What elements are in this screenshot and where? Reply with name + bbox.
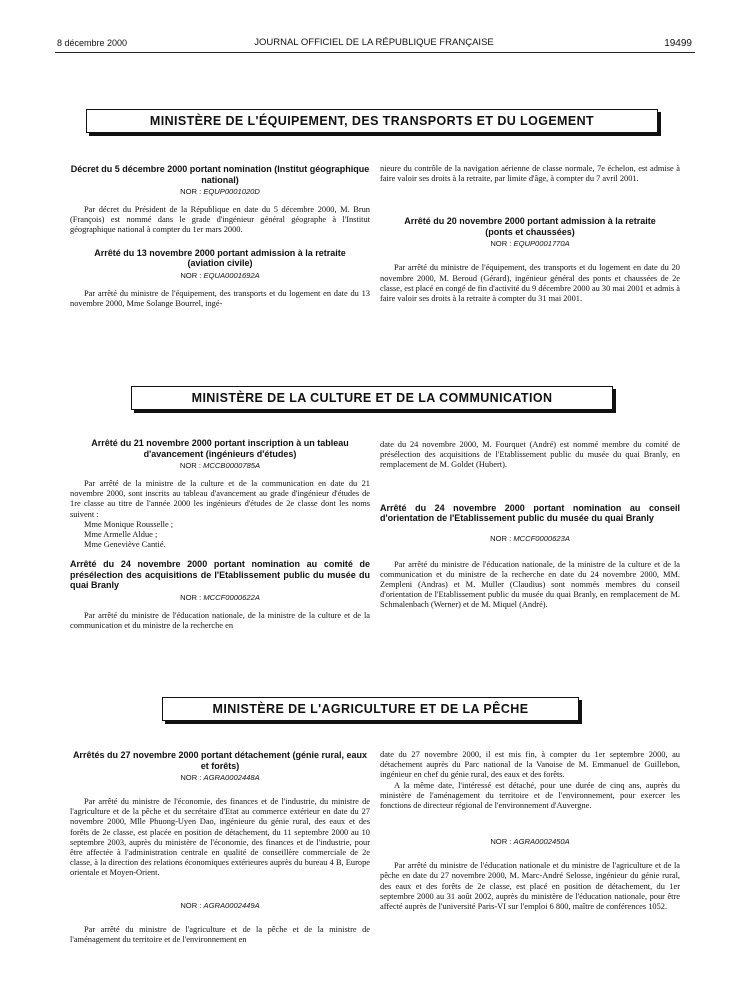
nor-reference: NOR : AGRA0002449A <box>180 900 260 910</box>
article-paragraph: Par arrêté du ministre de l'économie, des finances et de l'industrie, du ministre de l'agriculture et de la pêche et du secrétaire d'Etat au commerce extérieur en date du 27 novembre 2000, Mlle Phuong-Uyen Dao, ingénieure du génie rural, des eaux et des forêts de 2e classe, est placée en position de détachement, du 11 septembre 2000 au 10 septembre 2003, auprès du ministère de l'économie, des finances et de l'industrie, pour être affectée à l'administration centrale en qualité de conseillère commerciale de 2e classe, à la direction des relations économiques extérieures auprès du bureau 4 B, Europe orientale et Moyen-Orient. <box>70 797 370 878</box>
article-title: Arrêté du 24 novembre 2000 portant nomination au conseil d'orientation de l'Etablissement public du musée du quai Branly <box>380 502 680 524</box>
article-title: Décret du 5 décembre 2000 portant nomination (Institut géographique national) <box>70 164 370 185</box>
column-left-equipement <box>70 164 370 309</box>
ministry-heading-equipement: MINISTÈRE DE L'ÉQUIPEMENT, DES TRANSPORTS ET DU LOGEMENT <box>86 109 658 133</box>
nor-reference: NOR : MCCB0000785A <box>179 461 261 470</box>
journal-title: JOURNAL OFFICIEL DE LA RÉPUBLIQUE FRANÇAISE <box>254 37 494 48</box>
article-paragraph-continued: date du 27 novembre 2000, il est mis fin, à compter du 1er septembre 2000, au détachement auprès du Parc national de la Vanoise de M. Emmanuel de Guillebon, ingénieur en chef du génie rural, des eaux et des forêts. <box>380 750 680 780</box>
article-paragraph: Par décret du Président de la République en date du 5 décembre 2000, M. Brun (François) est nommé dans le grade d'ingénieur général géographe à l'Institut géographique national à compter du 1er mars 2000. <box>70 205 370 235</box>
column-left-agriculture <box>70 750 370 945</box>
article-paragraph: A la même date, l'intéressé est détaché, pour une durée de cinq ans, auprès du ministère de l'aménagement du territoire et de l'environnement, pour exercer les fonctions de directeur régional de l'environnement d'Auvergne. <box>380 780 680 811</box>
ministry-heading-agriculture: MINISTÈRE DE L'AGRICULTURE ET DE LA PÊCHE <box>162 697 579 721</box>
article-paragraph: Par arrêté du ministre de l'équipement, des transports et du logement en date du 13 novembre 2000, Mme Solange Bourrel, ingé- <box>70 288 370 308</box>
nor-reference: NOR : EQUA0001692A <box>180 270 260 280</box>
name-list-item: Mme Armelle Aldue ; <box>84 530 158 540</box>
column-left-culture <box>70 438 370 631</box>
ministry-heading-culture: MINISTÈRE DE LA CULTURE ET DE LA COMMUNICATION <box>131 386 613 410</box>
article-paragraph: Par arrêté du ministre de l'éducation nationale et du ministre de l'agriculture et de la pêche en date du 27 novembre 2000, M. Marc-André Selosse, ingénieur du génie rural, des eaux et des forêts de 2e classe, est placé en position de détachement, du 1er septembre 2000 au 31 août 2002, auprès du ministère de l'éducation nationale, pour être affecté auprès de l'université Paris-VI sur l'emploi 6 800, maître de conférences 1052. <box>380 861 680 912</box>
article-title: Arrêtés du 27 novembre 2000 portant détachement (génie rural, eaux et forêts) <box>72 750 368 771</box>
article-paragraph-continued: nieure du contrôle de la navigation aérienne de classe normale, 7e échelon, est admise à faire valoir ses droits à la retraite, par limite d'âge, à compter du 7 avril 2001. <box>380 164 680 184</box>
article-title: Arrêté du 21 novembre 2000 portant inscription à un tableau d'avancement (ingénieurs d'études) <box>91 438 349 459</box>
nor-reference: NOR : AGRA0002450A <box>490 837 570 847</box>
nor-reference: NOR : EQUP0001020D <box>180 187 260 196</box>
article-paragraph-continued: date du 24 novembre 2000, M. Fourquet (André) est nommé membre du comité de présélection des acquisitions de l'Etablissement public du musée du quai Branly, en remplacement de M. Goldet (Hubert). <box>380 440 680 470</box>
article-title: Arrêté du 20 novembre 2000 portant admission à la retraite (ponts et chaussées) <box>404 216 656 237</box>
column-right-agriculture <box>380 750 680 912</box>
nor-reference: NOR : EQUP0001770A <box>490 239 570 249</box>
article-paragraph: Par arrêté du ministre de l'équipement, des transports et du logement en date du 20 novembre 2000, M. Beroud (Gérard), ingénieur général des ponts et chaussées de 2e classe, est placé en congé de fin d'activité du 9 décembre 2000 au 30 mai 2001 et admis à faire valoir ses droits à la retraite à compter du 31 mai 2001. <box>380 263 680 304</box>
article-paragraph: Par arrêté de la ministre de la culture et de la communication en date du 21 novembre 2000, sont inscrits au tableau d'avancement au grade d'ingénieur d'études de 1re classe au titre de l'année 2000 les ingénieurs d'études de 2e classe dont les noms suivent : <box>70 479 370 519</box>
article-paragraph: Par arrêté du ministre de l'éducation nationale, de la ministre de la culture et de la communication et du ministre de la recherche en date du 24 novembre 2000, MM. Zempleni (Andras) et M. Muller (Claudius) sont nommés membres du conseil d'orientation de l'Etablissement public du musée du quai Branly, en remplacement de M. Schmalenbach (Werner) et de M. Miquel (André). <box>380 559 680 610</box>
header-rule <box>55 52 695 53</box>
page-number: 19499 <box>664 38 692 49</box>
nor-reference: NOR : AGRA0002448A <box>180 773 260 782</box>
article-title: Arrêté du 24 novembre 2000 portant nomination au comité de présélection des acquisitions de l'Etablissement public du musée du quai Branly <box>70 559 370 591</box>
header-date: 8 décembre 2000 <box>57 38 128 48</box>
column-right-culture <box>380 440 680 611</box>
name-list-item: Mme Geneviève Cantié. <box>84 540 166 550</box>
article-paragraph: Par arrêté du ministre de l'éducation nationale, de la ministre de la culture et de la communication et du ministre de la recherche en <box>70 610 370 631</box>
article-title: Arrêté du 13 novembre 2000 portant admission à la retraite (aviation civile) <box>94 247 346 269</box>
nor-reference: NOR : MCCF0000623A <box>490 533 570 543</box>
column-right-equipement <box>380 164 680 304</box>
name-list-item: Mme Monique Rousselle ; <box>84 519 174 529</box>
nor-reference: NOR : MCCF0000622A <box>180 592 260 602</box>
article-paragraph: Par arrêté du ministre de l'agriculture et de la pêche et de la ministre de l'aménagement du territoire et de l'environnement en <box>70 924 370 944</box>
